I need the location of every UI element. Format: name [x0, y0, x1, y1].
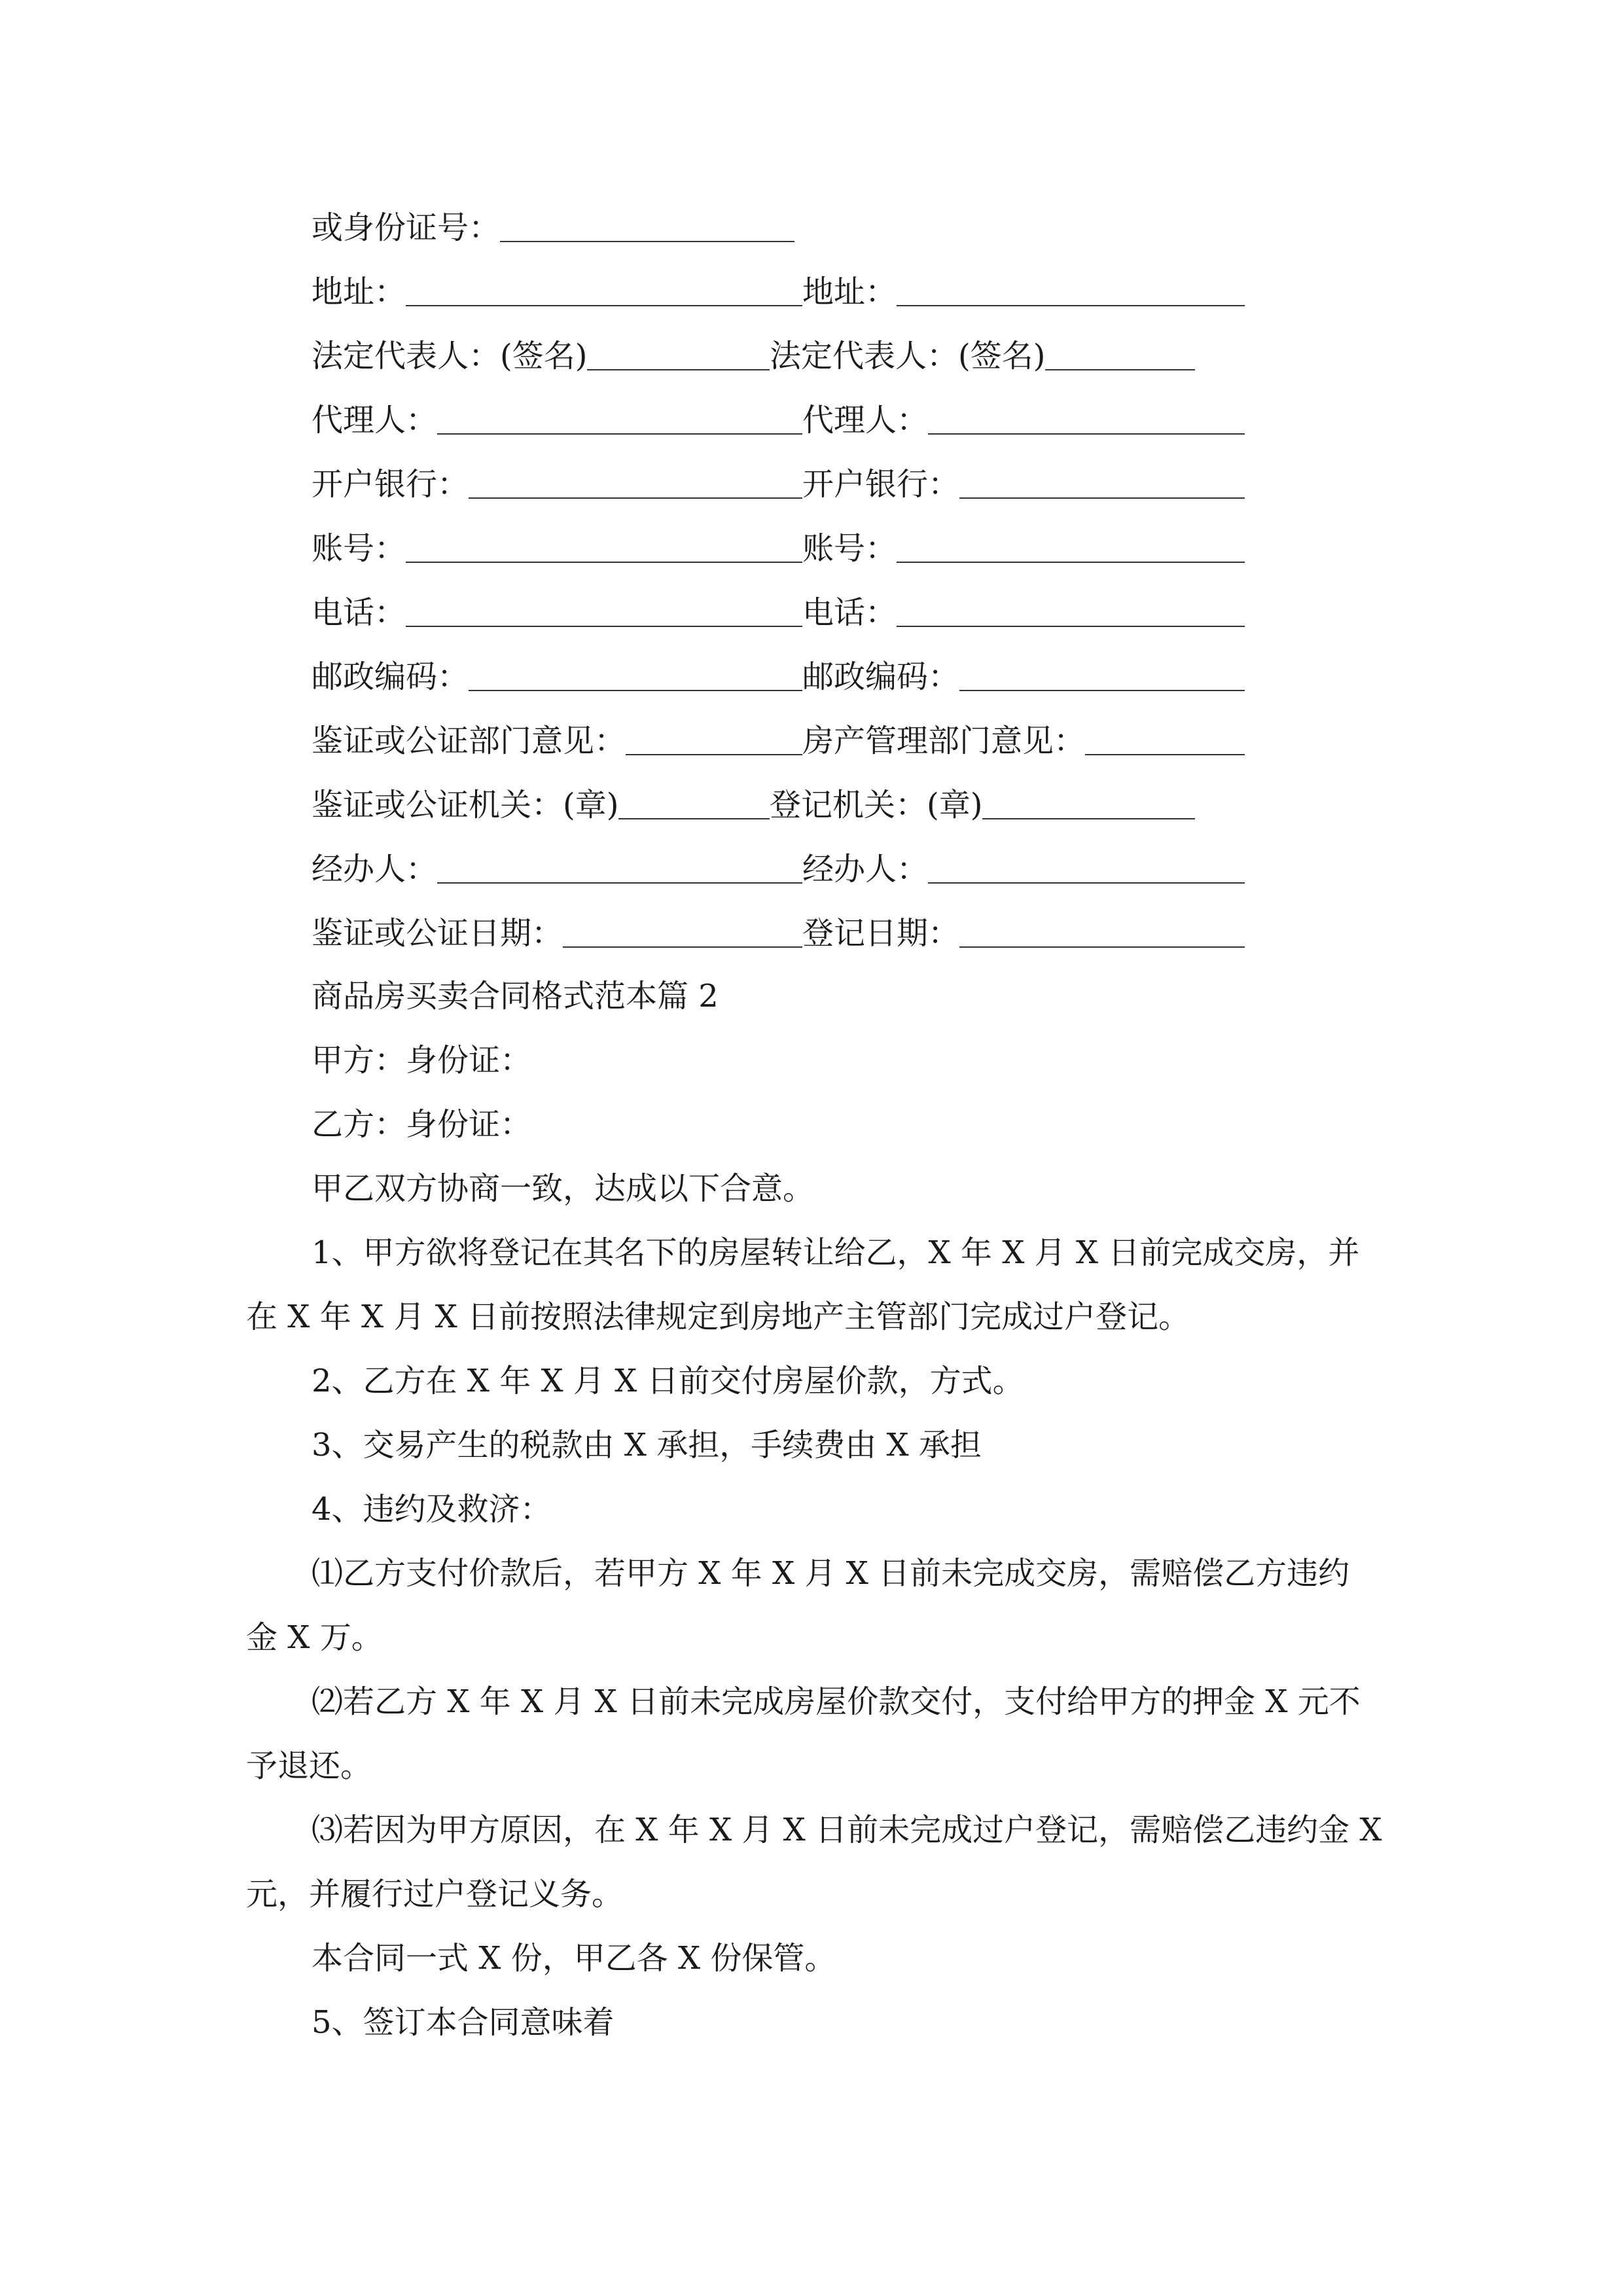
form-row-handler [312, 825, 1245, 889]
postcode-right-label: 邮政编码： [802, 658, 960, 695]
phone-right-label: 电话： [802, 594, 897, 631]
registry-org-cell [770, 785, 1195, 825]
postcode-left-label: 邮政编码： [312, 658, 469, 695]
clause-5: 5、签订本合同意味着 [312, 2004, 615, 2041]
postcode-left-cell [312, 657, 802, 696]
sub-clause-3 [246, 1810, 1380, 1914]
bank-right-blank[interactable] [959, 497, 1245, 499]
housing-opinion-cell [802, 721, 1245, 761]
bank-right-label: 开户银行： [802, 466, 960, 503]
form-row-agent [312, 376, 1245, 440]
legal-rep-right-blank[interactable] [1045, 369, 1195, 370]
notary-opinion-cell [312, 721, 802, 761]
bank-right-cell [802, 465, 1245, 504]
clause-1-line-1: 1、甲方欲将登记在其名下的房屋转让给乙，X 年 X 月 X 日前完成交房，并 [312, 1234, 1360, 1271]
phone-right-blank[interactable] [897, 626, 1245, 627]
account-left-cell [312, 529, 802, 568]
phone-right-cell [802, 593, 1245, 632]
notary-org-blank[interactable] [618, 818, 770, 819]
address-right-label: 地址： [802, 274, 897, 310]
bank-left-blank[interactable] [469, 497, 802, 499]
phone-left-blank[interactable] [406, 626, 802, 627]
agent-right-label: 代理人： [802, 402, 929, 439]
form-row-address [312, 247, 1245, 312]
form-row-bank [312, 440, 1245, 504]
id-number-blank[interactable] [500, 241, 794, 242]
sub-clause-3-line-2: 元，并履行过户登记义务。 [246, 1876, 624, 1912]
agent-left-label: 代理人： [312, 402, 438, 439]
account-left-label: 账号： [312, 530, 406, 567]
clause-3: 3、交易产生的税款由 X 承担，手续费由 X 承担 [312, 1427, 982, 1463]
sub-clause-2-line-2: 予退还。 [246, 1748, 372, 1784]
handler-right-blank[interactable] [928, 882, 1245, 884]
account-right-label: 账号： [802, 530, 897, 567]
sub-clause-1-line-1: ⑴乙方支付价款后，若甲方 X 年 X 月 X 日前未完成交房，需赔偿乙方违约 [312, 1555, 1350, 1592]
notary-date-blank[interactable] [563, 946, 802, 948]
phone-left-label: 电话： [312, 594, 406, 631]
agent-left-cell [312, 401, 802, 440]
sub-clause-1 [246, 1554, 1380, 1657]
legal-rep-left-cell [312, 336, 770, 376]
form-row-opinions [312, 696, 1245, 761]
bank-left-label: 开户银行： [312, 466, 469, 503]
form-row-authorities [312, 761, 1195, 825]
postcode-right-cell [802, 657, 1245, 696]
contract2-title: 商品房买卖合同格式范本篇 2 [312, 978, 719, 1014]
sub-clause-2 [246, 1682, 1380, 1785]
registry-date-label: 登记日期： [802, 915, 960, 952]
form-row-account [312, 504, 1245, 568]
notary-date-cell [312, 914, 802, 953]
housing-opinion-blank[interactable] [1085, 754, 1245, 755]
handler-right-label: 经办人： [802, 851, 929, 888]
address-left-label: 地址： [312, 274, 406, 310]
sub-clause-1-line-2: 金 X 万。 [246, 1619, 383, 1656]
copies-line: 本合同一式 X 份，甲乙各 X 份保管。 [312, 1940, 836, 1977]
handler-left-blank[interactable] [437, 882, 802, 884]
notary-org-label: 鉴证或公证机关：(章) [312, 787, 619, 823]
housing-opinion-label: 房产管理部门意见： [802, 723, 1086, 759]
handler-left-cell [312, 850, 802, 889]
clause-1 [246, 1233, 1380, 1336]
postcode-left-blank[interactable] [469, 690, 802, 691]
notary-org-cell [312, 785, 770, 825]
clause-4: 4、违约及救济： [312, 1491, 552, 1528]
id-number-label: 或身份证号： [312, 209, 501, 246]
sub-clause-3-line-1: ⑶若因为甲方原因，在 X 年 X 月 X 日前未完成过户登记，需赔偿乙违约金 X [312, 1812, 1382, 1848]
form-row-id [312, 183, 794, 247]
account-right-blank[interactable] [897, 562, 1245, 563]
agent-left-blank[interactable] [437, 433, 802, 435]
notary-opinion-label: 鉴证或公证部门意见： [312, 723, 626, 759]
party-b-line: 乙方：身份证： [312, 1106, 532, 1143]
registry-date-cell [802, 914, 1245, 953]
notary-opinion-blank[interactable] [626, 754, 802, 755]
legal-rep-right-cell [770, 336, 1195, 376]
registry-org-blank[interactable] [982, 818, 1195, 819]
intro-line: 甲乙双方协商一致，达成以下合意。 [312, 1170, 815, 1207]
handler-left-label: 经办人： [312, 851, 438, 888]
party-a-line: 甲方：身份证： [312, 1042, 532, 1079]
postcode-right-blank[interactable] [959, 690, 1245, 691]
bank-left-cell [312, 465, 802, 504]
account-right-cell [802, 529, 1245, 568]
legal-rep-left-label: 法定代表人：(签名) [312, 338, 588, 374]
registry-org-label: 登记机关：(章) [770, 787, 983, 823]
address-left-blank[interactable] [406, 305, 802, 306]
form-row-phone [312, 568, 1245, 632]
address-right-blank[interactable] [897, 305, 1245, 306]
agent-right-blank[interactable] [928, 433, 1245, 435]
notary-date-label: 鉴证或公证日期： [312, 915, 563, 952]
address-left-cell [312, 272, 802, 312]
form-row-postcode [312, 632, 1245, 696]
handler-right-cell [802, 850, 1245, 889]
clause-1-line-2: 在 X 年 X 月 X 日前按照法律规定到房地产主管部门完成过户登记。 [246, 1299, 1190, 1335]
sub-clause-2-line-1: ⑵若乙方 X 年 X 月 X 日前未完成房屋价款交付，支付给甲方的押金 X 元不 [312, 1683, 1361, 1720]
form-row-legal-rep [312, 312, 1195, 376]
legal-rep-right-label: 法定代表人：(签名) [770, 338, 1046, 374]
clause-2: 2、乙方在 X 年 X 月 X 日前交付房屋价款，方式。 [312, 1363, 1024, 1399]
agent-right-cell [802, 401, 1245, 440]
address-right-cell [802, 272, 1245, 312]
form-row-dates [312, 889, 1245, 953]
phone-left-cell [312, 593, 802, 632]
registry-date-blank[interactable] [959, 946, 1245, 948]
account-left-blank[interactable] [406, 562, 802, 563]
legal-rep-left-blank[interactable] [587, 369, 770, 370]
